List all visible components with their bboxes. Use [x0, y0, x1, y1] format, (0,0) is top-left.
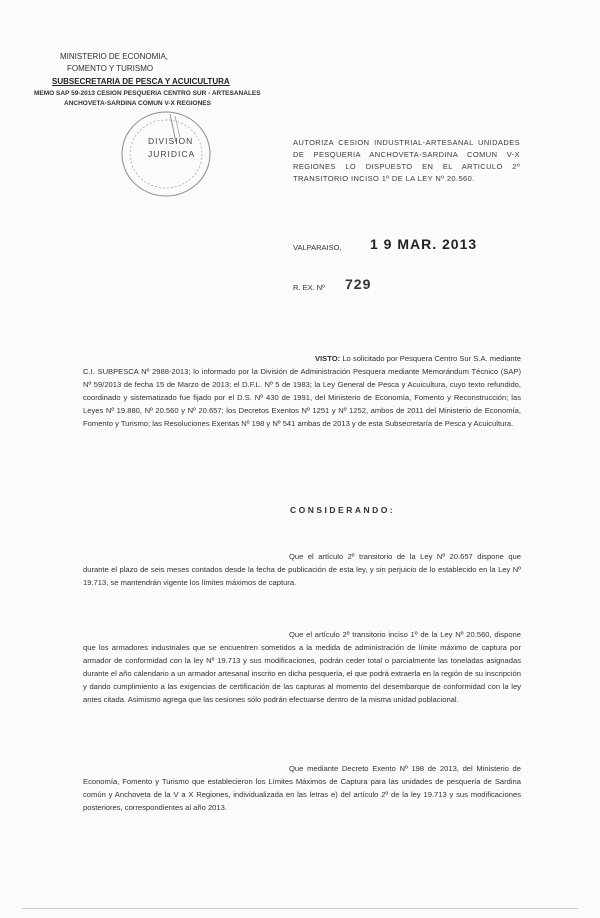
resolution-subject: AUTORIZA CESION INDUSTRIAL-ARTESANAL UNIDADES DE PESQUERIA ANCHOVETA-SARDINA COMUN V-X REGIONES LO DISPUESTO EN EL ARTICULO 2º TRANSITORIO INCISO 1º DE LA LEY Nº 20.560. [293, 138, 520, 183]
resolution-label: R. EX. Nº [293, 283, 325, 292]
considerando-p1: Que el artículo 2º transitorio de la Ley Nº 20.657 dispone que durante el plazo de seis meses contados desde la fecha de publicación de esta ley, y sin perjuicio de lo establecido en la Ley Nº 19.713, se mantendrán vigente los límites máximos de captura. [83, 552, 521, 587]
visto-paragraph [83, 352, 521, 430]
scan-edge-line [22, 908, 578, 909]
considerando-p2: Que el artículo 2º transitorio inciso 1º de la Ley Nº 20.560, dispone que los armadores industriales que se encuentren sometidos a la medida de administración de límite máximo de captura por armador de conformidad con la ley Nº 19.713 y sus modificaciones, podrán ceder total o parcialmente las toneladas asignadas durante el año calendario a un armador artesanal inscrito en dicha pesquería, el que podrá extraerla en la región de su inscripción y dando cumplimiento a las exigencias de certificación de las capturas al momento del desembarque de conformidad con la ley antes citada. Asimismo agrega que las cesiones sólo podrán efectuarse dentro de la misma unidad poblacional. [83, 630, 521, 704]
stamp-line1: DIVISION [148, 136, 194, 146]
subsecretaria-title: SUBSECRETARIA DE PESCA Y ACUICULTURA [52, 77, 230, 86]
considerando-heading: CONSIDERANDO: [290, 505, 396, 515]
memo-line1: MEMO SAP 59-2013 CESION PESQUERIA CENTRO SUR - ARTESANALES [34, 90, 261, 97]
visto-label: VISTO: [315, 354, 341, 363]
resolution-number: 729 [345, 276, 372, 292]
ministry-line2: FOMENTO Y TURISMO [67, 64, 154, 73]
dateline-city: VALPARAISO, [293, 243, 342, 252]
considerando-p3: Que mediante Decreto Exento Nº 198 de 2013, del Ministerio de Economía, Fomento y Turismo que establecieron los Límites Máximos de Captura para las unidades de pesquería de Sardina común y Anchoveta de la V a X Regiones, individualizada en las letras e) del artículo 2º de la ley 19.713 y sus modificaciones posteriores, correspondientes al año 2013. [83, 764, 521, 812]
stamp-line2: JURIDICA [148, 149, 196, 159]
memo-line2: ANCHOVETA-SARDINA COMUN V-X REGIONES [64, 100, 211, 107]
division-juridica-stamp [118, 108, 214, 200]
ministry-line1: MINISTERIO DE ECONOMIA, [60, 52, 169, 61]
dateline-date: 1 9 MAR. 2013 [370, 236, 478, 252]
visto-text: Lo solicitado por Pesquera Centro Sur S.A. mediante C.I. SUBPESCA Nº 2988-2013; lo informado por la División de Administración Pesquera mediante Memorándum Técnico (SAP) Nº 59/2013 de fecha 15 de Marzo de 2013; el D.F.L. Nº 5 de 1983; la Ley General de Pesca y Acuicultura, cuyo texto refundido, coordinado y sistematizado fue fijado por el D.S. Nº 430 de 1991, del Ministerio de Economía, Fomento y Reconstrucción; las Leyes Nº 19.880, Nº 20.560 y Nº 20.657; los Decretos Exentos Nº 1251 y Nº 1252, ambos de 2011 del Ministerio de Economía, Fomento y Turismo; las Resoluciones Exentas Nº 198 y Nº 541 ambas de 2013 y de esta Subsecretaría de Pesca y Acuicultura. [83, 354, 521, 428]
